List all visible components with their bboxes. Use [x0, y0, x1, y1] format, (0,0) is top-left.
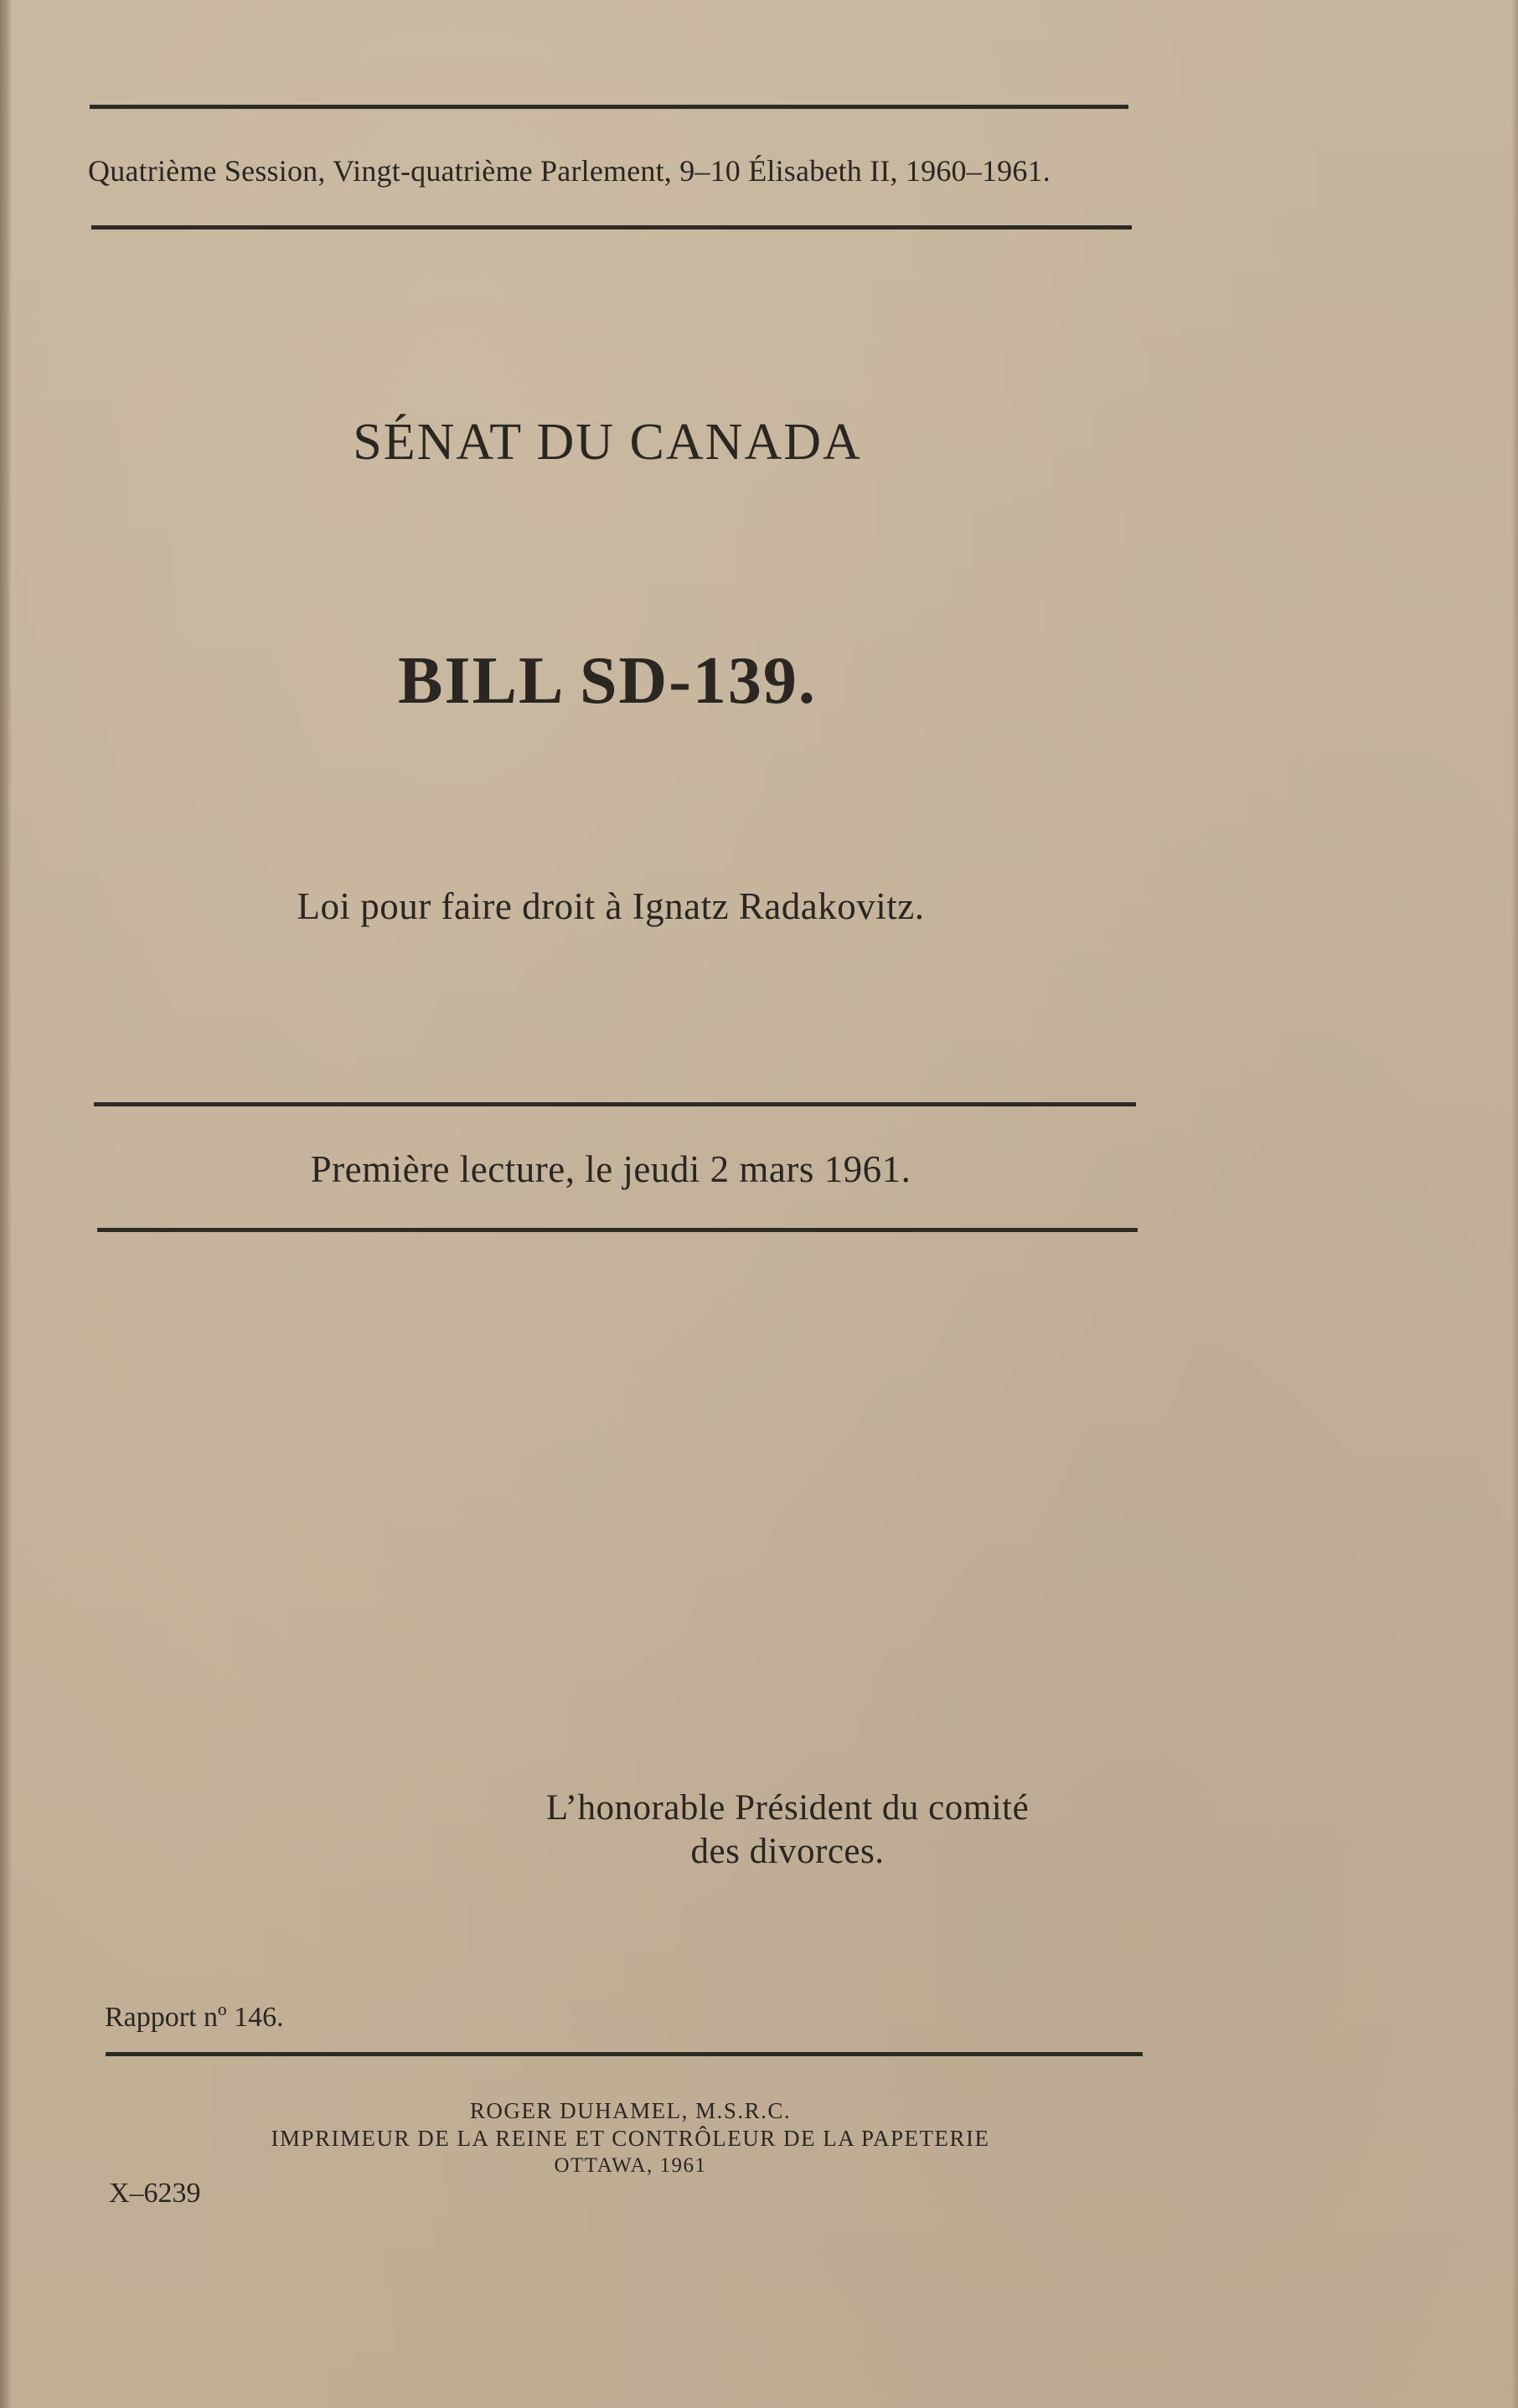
bill-number: BILL SD-139. [398, 644, 817, 718]
report-number: Rapport nº 146. [105, 2002, 284, 2033]
bill-title: Loi pour faire droit à Ignatz Radakovitz. [297, 885, 925, 927]
document-code: X–6239 [109, 2178, 201, 2209]
printer-title: IMPRIMEUR DE LA REINE ET CONTRÔLEUR DE LA PAPETERIE [271, 2126, 990, 2151]
reading-bottom-rule [97, 1228, 1138, 1232]
first-reading-line: Première lecture, le jeudi 2 mars 1961. [310, 1148, 911, 1190]
page-right-edge [1511, 0, 1518, 2408]
sponsor-block [469, 1787, 1106, 1874]
footer-rule [106, 2052, 1143, 2056]
sponsor-line-1: L’honorable Président du comité [545, 1788, 1030, 1828]
printer-city: OTTAWA, 1961 [554, 2154, 707, 2177]
printer-name: ROGER DUHAMEL, M.S.R.C. [469, 2098, 792, 2123]
chamber-title: SÉNAT DU CANADA [353, 414, 862, 471]
header-top-rule [90, 105, 1128, 109]
sponsor-line-2: des divorces. [690, 1832, 885, 1871]
reading-top-rule [94, 1102, 1136, 1106]
page-left-edge [0, 0, 12, 2408]
session-line: Quatrième Session, Vingt-quatrième Parlement, 9–10 Élisabeth II, 1960–1961. [88, 154, 1051, 188]
header-bottom-rule [91, 225, 1132, 229]
